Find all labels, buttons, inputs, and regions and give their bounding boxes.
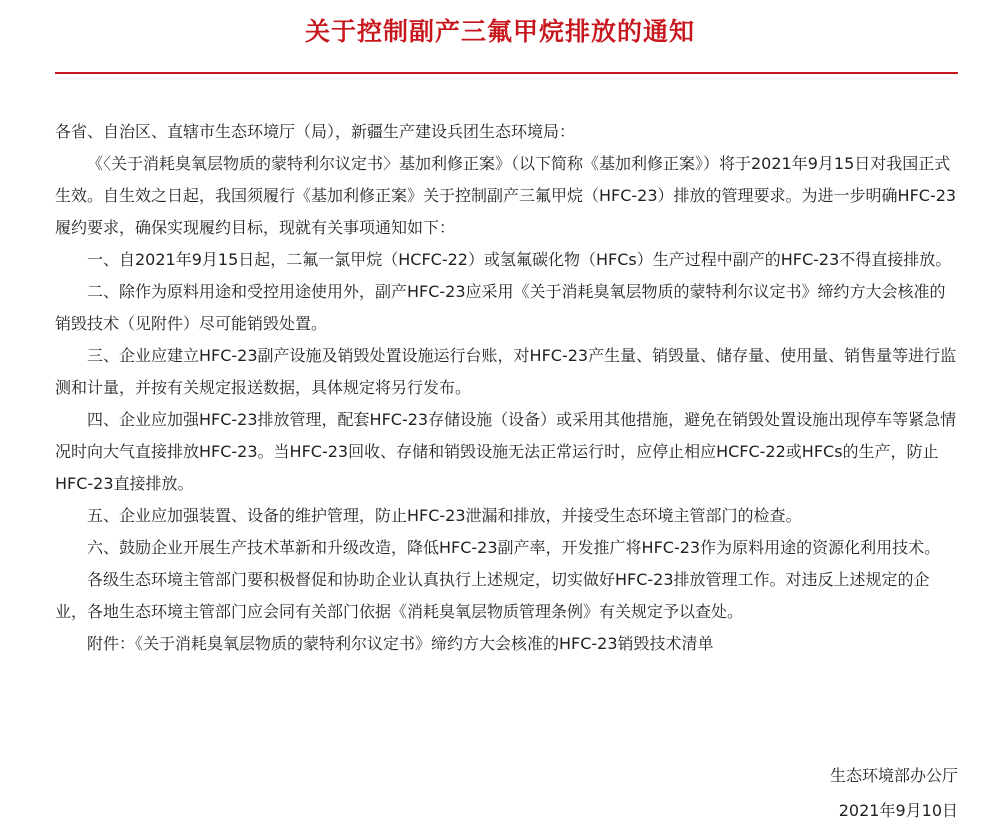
salutation: 各省、自治区、直辖市生态环境厅（局），新疆生产建设兵团生态环境局： <box>55 122 576 141</box>
paragraph-intro: 《〈关于消耗臭氧层物质的蒙特利尔议定书〉基加利修正案》（以下简称《基加利修正案》）将于2021年9月15日对我国正式生效。自生效之日起，我国须履行《基加利修正案》关于控制副产三氟甲烷（HFC-23）排放的管理要求。为进一步明确HFC-23履约要求，确保实现履约目标，现就有关事项通知如下： <box>55 154 957 237</box>
document-body <box>55 116 958 660</box>
paragraph-enforcement: 各级生态环境主管部门要积极督促和协助企业认真执行上述规定，切实做好HFC-23排放管理工作。对违反上述规定的企业，各地生态环境主管部门应会同有关部门依据《消耗臭氧层物质管理条例》有关规定予以查处。 <box>55 570 930 621</box>
title-divider <box>55 72 958 74</box>
attachment-line: 附件：《关于消耗臭氧层物质的蒙特利尔议定书》缔约方大会核准的HFC-23销毁技术清单 <box>87 634 714 653</box>
signature: 生态环境部办公厅 <box>829 766 958 785</box>
paragraph-item-6: 六、鼓励企业开展生产技术革新和升级改造，降低HFC-23副产率，开发推广将HFC-23作为原料用途的资源化利用技术。 <box>87 538 941 557</box>
paragraph-item-3: 三、企业应建立HFC-23副产设施及销毁处置设施运行台账，对HFC-23产生量、销毁量、储存量、使用量、销售量等进行监测和计量，并按有关规定报送数据，具体规定将另行发布。 <box>55 346 957 397</box>
document-title: 关于控制副产三氟甲烷排放的通知 <box>304 17 695 46</box>
paragraph-item-4: 四、企业应加强HFC-23排放管理，配套HFC-23存储设施（设备）或采用其他措施，避免在销毁处置设施出现停车等紧急情况时向大气直接排放HFC-23。当HFC-23回收、存储和销毁设施无法正常运行时，应停止相应HCFC-22或HFCs的生产，防止HFC-23直接排放。 <box>55 410 957 493</box>
paragraph-item-1: 一、自2021年9月15日起，二氟一氯甲烷（HCFC-22）或氢氟碳化物（HFCs）生产过程中副产的HFC-23不得直接排放。 <box>87 250 952 269</box>
paragraph-item-5: 五、企业应加强装置、设备的维护管理，防止HFC-23泄漏和排放，并接受生态环境主管部门的检查。 <box>87 506 802 525</box>
paragraph-item-2: 二、除作为原料用途和受控用途使用外，副产HFC-23应采用《关于消耗臭氧层物质的蒙特利尔议定书》缔约方大会核准的销毁技术（见附件）尽可能销毁处置。 <box>55 282 946 333</box>
issue-date: 2021年9月10日 <box>838 801 958 820</box>
